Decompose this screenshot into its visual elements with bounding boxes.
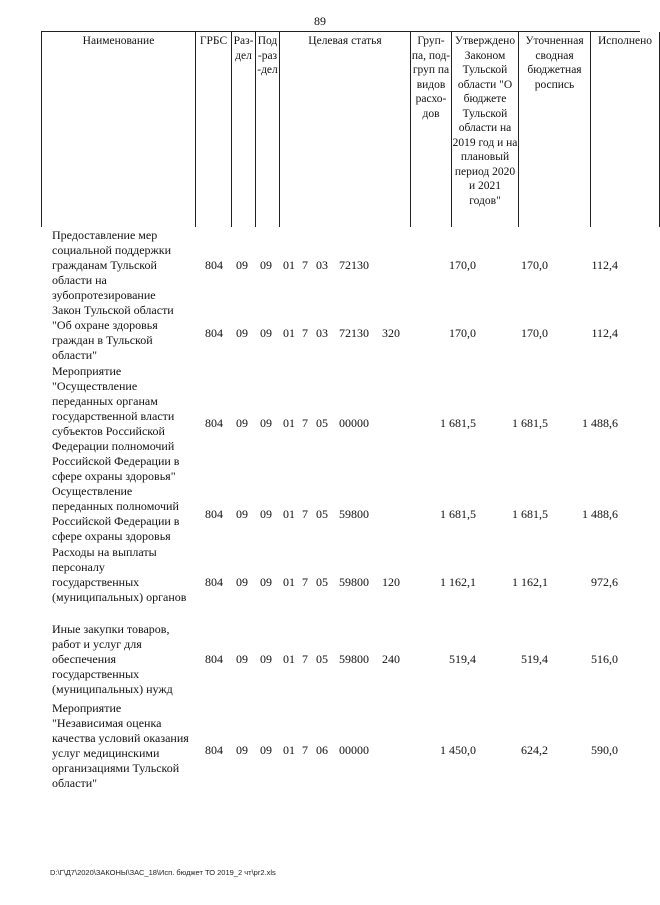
- row-cs1: 01: [283, 258, 295, 272]
- row-name: Иные закупки товаров, работ и услуг для обеспечения государственных (муниципальных) нужд: [52, 622, 173, 696]
- row-podrazdel: 09: [260, 507, 272, 521]
- header-celevaya: Целевая статья: [279, 32, 410, 227]
- row-cs4: 72130: [339, 326, 369, 340]
- row-cs4: 72130: [339, 258, 369, 272]
- row-podrazdel: 09: [260, 326, 272, 340]
- row-grbs: 804: [205, 575, 223, 589]
- header-executed: Исполнено: [590, 32, 660, 227]
- row-name: Закон Тульской области "Об охране здоровья граждан в Тульской области": [52, 303, 174, 362]
- row-cs1: 01: [283, 326, 295, 340]
- row-executed: 1 488,6: [582, 416, 618, 430]
- row-grbs: 804: [205, 507, 223, 521]
- header-podrazdel: Под-раз-дел: [255, 32, 279, 227]
- row-cs3: 05: [316, 507, 328, 521]
- row-cs2: 7: [302, 575, 308, 589]
- row-cs3: 06: [316, 743, 328, 757]
- row-approved: 1 162,1: [440, 575, 476, 589]
- row-grbs: 804: [205, 652, 223, 666]
- row-razdel: 09: [236, 416, 248, 430]
- row-refined: 170,0: [521, 326, 548, 340]
- row-name: Предоставление мер социальной поддержки гражданам Тульской области на зубопротезирование: [52, 228, 172, 302]
- row-razdel: 09: [236, 743, 248, 757]
- row-cs1: 01: [283, 652, 295, 666]
- header-name: Наименование: [41, 32, 195, 227]
- row-razdel: 09: [236, 507, 248, 521]
- row-razdel: 09: [236, 258, 248, 272]
- row-cs2: 7: [302, 416, 308, 430]
- row-cs2: 7: [302, 652, 308, 666]
- row-refined: 519,4: [521, 652, 548, 666]
- row-cs4: 59800: [339, 575, 369, 589]
- row-grbs: 804: [205, 743, 223, 757]
- row-podrazdel: 09: [260, 416, 272, 430]
- row-approved: 1 450,0: [440, 743, 476, 757]
- row-cs2: 7: [302, 507, 308, 521]
- table-header: [41, 31, 653, 227]
- row-cs4: 00000: [339, 743, 369, 757]
- page-number: 89: [314, 14, 326, 28]
- row-approved: 170,0: [449, 326, 476, 340]
- header-approved: Утверждено Законом Тульской области "О бюджете Тульской области на 2019 год и на плановый период 2020 и 2021 годов": [451, 32, 518, 227]
- row-approved: 170,0: [449, 258, 476, 272]
- row-cs4: 59800: [339, 507, 369, 521]
- row-cs2: 7: [302, 326, 308, 340]
- header-grbs: ГРБС: [195, 32, 231, 227]
- row-name: Расходы на выплаты персоналу государственных (муниципальных) органов: [52, 545, 187, 604]
- row-vr: 320: [382, 326, 400, 340]
- row-razdel: 09: [236, 652, 248, 666]
- row-cs2: 7: [302, 743, 308, 757]
- row-refined: 624,2: [521, 743, 548, 757]
- row-executed: 1 488,6: [582, 507, 618, 521]
- row-refined: 1 681,5: [512, 507, 548, 521]
- row-cs4: 59800: [339, 652, 369, 666]
- row-razdel: 09: [236, 326, 248, 340]
- row-refined: 170,0: [521, 258, 548, 272]
- row-cs2: 7: [302, 258, 308, 272]
- header-refined: Уточненная сводная бюджетная роспись: [518, 32, 590, 227]
- row-executed: 516,0: [591, 652, 618, 666]
- footer-file-path: D:\Г\Д7\2020\ЗАКОНЫ\ЗАС_18\Исп. бюджет ТО 2019_2 чт\pr2.xls: [50, 868, 276, 877]
- row-cs1: 01: [283, 575, 295, 589]
- row-cs3: 05: [316, 575, 328, 589]
- row-cs3: 05: [316, 652, 328, 666]
- row-name: Осуществление переданных полномочий Российской Федерации в сфере охраны здоровья: [52, 484, 180, 543]
- row-cs3: 03: [316, 326, 328, 340]
- header-razdel: Раз-дел: [231, 32, 255, 227]
- row-cs4: 00000: [339, 416, 369, 430]
- row-refined: 1 162,1: [512, 575, 548, 589]
- row-podrazdel: 09: [260, 258, 272, 272]
- row-executed: 112,4: [591, 326, 618, 340]
- row-vr: 120: [382, 575, 400, 589]
- row-grbs: 804: [205, 258, 223, 272]
- row-approved: 519,4: [449, 652, 476, 666]
- row-approved: 1 681,5: [440, 416, 476, 430]
- header-gruppa: Груп-па, под-груп па видов расхо-дов: [410, 32, 451, 227]
- row-executed: 972,6: [591, 575, 618, 589]
- row-cs1: 01: [283, 416, 295, 430]
- row-cs3: 03: [316, 258, 328, 272]
- row-grbs: 804: [205, 416, 223, 430]
- row-podrazdel: 09: [260, 743, 272, 757]
- row-vr: 240: [382, 652, 400, 666]
- row-cs1: 01: [283, 507, 295, 521]
- row-executed: 112,4: [591, 258, 618, 272]
- row-name: Мероприятие "Осуществление переданных органам государственной власти субъектов Российской Федерации полномочий Российской Федерации в сфере охраны здоровья": [52, 364, 180, 483]
- row-podrazdel: 09: [260, 652, 272, 666]
- row-razdel: 09: [236, 575, 248, 589]
- row-cs1: 01: [283, 743, 295, 757]
- row-name: Мероприятие "Независимая оценка качества условий оказания услуг медицинскими организациями Тульской области": [52, 701, 189, 790]
- row-approved: 1 681,5: [440, 507, 476, 521]
- row-grbs: 804: [205, 326, 223, 340]
- row-executed: 590,0: [591, 743, 618, 757]
- row-refined: 1 681,5: [512, 416, 548, 430]
- row-cs3: 05: [316, 416, 328, 430]
- row-podrazdel: 09: [260, 575, 272, 589]
